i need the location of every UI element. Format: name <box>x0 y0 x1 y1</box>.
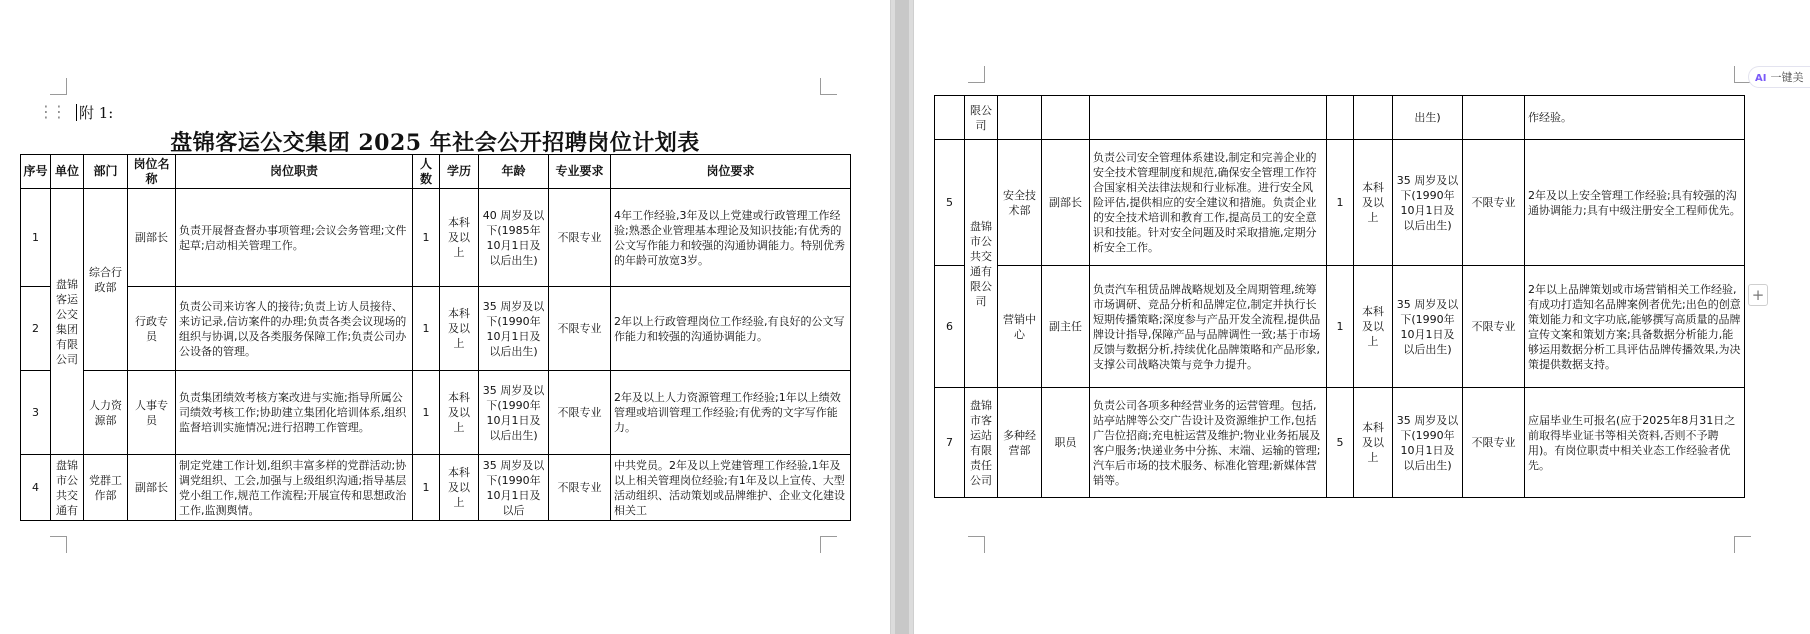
recruitment-table-page-1 <box>20 154 851 521</box>
cell-position <box>1042 96 1090 140</box>
cell-dept: 营销中心 <box>998 266 1042 388</box>
cell-edu: 本科及以上 <box>1354 388 1393 498</box>
cell-duty: 负责汽车租赁品牌战略规划及全周期管理,统筹市场调研、竞品分析和品牌定位,制定并执行长短期传播策略;深度参与产品开发全流程,提供品牌设计指导,保障产品与品牌调性一致;基于市场反馈与数据分析,持续优化品牌策略和产品形象,支撑公司战略决策与竞争力提升。 <box>1090 266 1327 388</box>
cell-count: 1 <box>1327 266 1354 388</box>
cell-req: 4年工作经验,3年及以上党建或行政管理工作经验;熟悉企业管理基本理论及知识技能;有优秀的公文写作能力和较强的沟通协调能力。特别优秀的年龄可放宽3岁。 <box>611 189 851 287</box>
page-gutter-scrollbar[interactable] <box>890 0 914 634</box>
cell-age: 40 周岁及以下(1985年10月1日及以后出生) <box>479 189 549 287</box>
cell-duty: 负责集团绩效考核方案改进与实施;指导所属公司绩效考核工作;协助建立集团化培训体系,组织监督培训实施情况;进行招聘工作管理。 <box>176 371 413 455</box>
table-row <box>21 287 851 371</box>
cell-age: 35 周岁及以下(1990年10月1日及以后 <box>479 455 549 521</box>
cell-major: 不限专业 <box>549 287 611 371</box>
page-corner-mark <box>968 66 985 83</box>
cell-no: 3 <box>21 371 51 455</box>
document-title: 盘锦客运公交集团 2025 年社会公开招聘岗位计划表 <box>170 130 700 156</box>
cell-major <box>1463 96 1525 140</box>
header-cell: 年龄 <box>479 155 549 189</box>
cell-dept <box>998 96 1042 140</box>
cell-no: 5 <box>935 140 965 266</box>
cell-duty: 负责公司各项多种经营业务的运营管理。包括,站亭站牌等公交广告设计及资源维护工作,包括广告位招商;充电桩运营及维护;物业业务拓展及客户服务;快递业务中分拣、末端、运输的管理;汽车后市场的技术服务、标准化管理;新媒体营销等。 <box>1090 388 1327 498</box>
recruitment-table-page-2 <box>934 95 1745 498</box>
page-corner-mark <box>820 536 837 553</box>
cell-age: 35 周岁及以下(1990年10月1日及以后出生) <box>479 287 549 371</box>
cell-major: 不限专业 <box>549 371 611 455</box>
drag-handle-icon[interactable]: ⋮⋮ <box>38 102 64 121</box>
cell-no <box>935 96 965 140</box>
cell-no: 6 <box>935 266 965 388</box>
table-row <box>21 189 851 287</box>
cell-no: 4 <box>21 455 51 521</box>
table-row <box>21 371 851 455</box>
cell-unit: 盘锦客运公交集团有限公司 <box>51 189 84 455</box>
cell-dept: 党群工作部 <box>84 455 128 521</box>
cell-count: 1 <box>413 371 440 455</box>
cell-duty: 负责开展督查督办事项管理;会议会务管理;文件起草;启动相关管理工作。 <box>176 189 413 287</box>
cell-duty: 负责公司安全管理体系建设,制定和完善企业的安全技术管理制度和规范,确保安全管理工作符合国家相关法律法规和行业标准。进行安全风险评估,提供相应的安全建议和措施。负责企业的安全技术培训和教育工作,提高员工的安全意识和技能。针对安全问题及时采取措施,定期分析安全工作。 <box>1090 140 1327 266</box>
cell-age: 35 周岁及以下(1990年10月1日及以后出生) <box>479 371 549 455</box>
header-cell: 学历 <box>440 155 479 189</box>
cell-position: 人事专员 <box>128 371 176 455</box>
cell-req: 2年以上行政管理岗位工作经验,有良好的公文写作能力和较强的沟通协调能力。 <box>611 287 851 371</box>
cell-no: 1 <box>21 189 51 287</box>
cell-unit: 盘锦市公共交通有限公司 <box>965 140 998 388</box>
cell-major: 不限专业 <box>549 189 611 287</box>
document-page-1 <box>0 0 890 634</box>
cell-req: 中共党员。2年及以上党建管理工作经验,1年及以上相关管理岗位经验;有1年及以上宣传、大型活动组织、活动策划或品牌维护、企业文化建设相关工 <box>611 455 851 521</box>
add-row-button[interactable]: + <box>1748 284 1768 306</box>
cell-major: 不限专业 <box>1463 388 1525 498</box>
cell-req: 2年以上品牌策划或市场营销相关工作经验,有成功打造知名品牌案例者优先;出色的创意策划能力和文字功底,能够撰写高质量的品牌宣传文案和策划方案;具备数据分析能力,能够运用数据分析工具评估品牌传播效果,为决策提供数据支持。 <box>1525 266 1745 388</box>
cell-age: 出生) <box>1393 96 1463 140</box>
cell-position: 副部长 <box>128 189 176 287</box>
cell-position: 副部长 <box>1042 140 1090 266</box>
cell-count: 1 <box>413 455 440 521</box>
annex-label[interactable]: 附 1: <box>76 102 113 123</box>
page-corner-mark <box>968 536 985 553</box>
ai-beautify-button[interactable] <box>1748 66 1810 88</box>
cell-edu: 本科及以上 <box>440 371 479 455</box>
cell-position: 副部长 <box>128 455 176 521</box>
cell-req: 2年及以上安全管理工作经验;具有较强的沟通协调能力;具有中级注册安全工程师优先。 <box>1525 140 1745 266</box>
header-cell: 单位 <box>51 155 84 189</box>
page-corner-mark <box>50 78 67 95</box>
cell-duty <box>1090 96 1327 140</box>
header-cell: 序号 <box>21 155 51 189</box>
cell-duty: 负责公司来访客人的接待;负责上访人员接待、来访记录,信访案件的办理;负责各类会议现场的组织与协调,以及各类服务保障工作;负责公司办公设备的管理。 <box>176 287 413 371</box>
cell-duty: 制定党建工作计划,组织丰富多样的党群活动;协调党组织、工会,加强与上级组织沟通;指导基层党小组工作,规范工作流程;开展宣传和思想政治工作,监测舆情。 <box>176 455 413 521</box>
cell-position: 行政专员 <box>128 287 176 371</box>
table-row <box>21 455 851 521</box>
text-cursor <box>76 104 77 121</box>
scrollbar-thumb[interactable] <box>895 0 909 634</box>
cell-major: 不限专业 <box>1463 266 1525 388</box>
cell-age: 35 周岁及以下(1990年10月1日及以后出生) <box>1393 266 1463 388</box>
cell-count <box>1327 96 1354 140</box>
cell-age: 35 周岁及以下(1990年10月1日及以后出生) <box>1393 140 1463 266</box>
cell-major: 不限专业 <box>549 455 611 521</box>
header-cell: 专业要求 <box>549 155 611 189</box>
cell-count: 5 <box>1327 388 1354 498</box>
page-corner-mark <box>820 78 837 95</box>
ai-badge-icon: AI <box>1755 73 1767 84</box>
cell-edu: 本科及以上 <box>440 189 479 287</box>
cell-edu: 本科及以上 <box>440 455 479 521</box>
cell-major: 不限专业 <box>1463 140 1525 266</box>
cell-count: 1 <box>413 189 440 287</box>
table-row <box>935 266 1745 388</box>
cell-req: 2年及以上人力资源管理工作经验;1年以上绩效管理或培训管理工作经验;有优秀的文字写作能力。 <box>611 371 851 455</box>
header-cell: 岗位名称 <box>128 155 176 189</box>
page-corner-mark <box>50 536 67 553</box>
table-header-row <box>21 155 851 189</box>
cell-dept: 人力资源部 <box>84 371 128 455</box>
cell-req: 应届毕业生可报名(应于2025年8月31日之前取得毕业证书等相关资料,否则不予聘用)。有岗位职责中相关业态工作经验者优先。 <box>1525 388 1745 498</box>
cell-no: 7 <box>935 388 965 498</box>
table-row-continued <box>935 96 1745 140</box>
table-row <box>935 140 1745 266</box>
header-cell: 岗位要求 <box>611 155 851 189</box>
ai-beautify-label: 一键美 <box>1770 71 1804 84</box>
cell-unit: 盘锦市公共交通有 <box>51 455 84 521</box>
header-cell: 部门 <box>84 155 128 189</box>
cell-edu: 本科及以上 <box>1354 140 1393 266</box>
cell-age: 35 周岁及以下(1990年10月1日及以后出生) <box>1393 388 1463 498</box>
cell-unit: 限公司 <box>965 96 998 140</box>
header-cell: 人数 <box>413 155 440 189</box>
cell-position: 副主任 <box>1042 266 1090 388</box>
cell-count: 1 <box>413 287 440 371</box>
cell-dept: 安全技术部 <box>998 140 1042 266</box>
cell-no: 2 <box>21 287 51 371</box>
cell-position: 职员 <box>1042 388 1090 498</box>
cell-edu: 本科及以上 <box>440 287 479 371</box>
cell-edu <box>1354 96 1393 140</box>
cell-edu: 本科及以上 <box>1354 266 1393 388</box>
cell-dept: 综合行政部 <box>84 189 128 371</box>
cell-count: 1 <box>1327 140 1354 266</box>
cell-req: 作经验。 <box>1525 96 1745 140</box>
cell-unit: 盘锦市客运站有限责任公司 <box>965 388 998 498</box>
page-corner-mark <box>1734 536 1751 553</box>
cell-dept: 多种经营部 <box>998 388 1042 498</box>
header-cell: 岗位职责 <box>176 155 413 189</box>
table-row <box>935 388 1745 498</box>
